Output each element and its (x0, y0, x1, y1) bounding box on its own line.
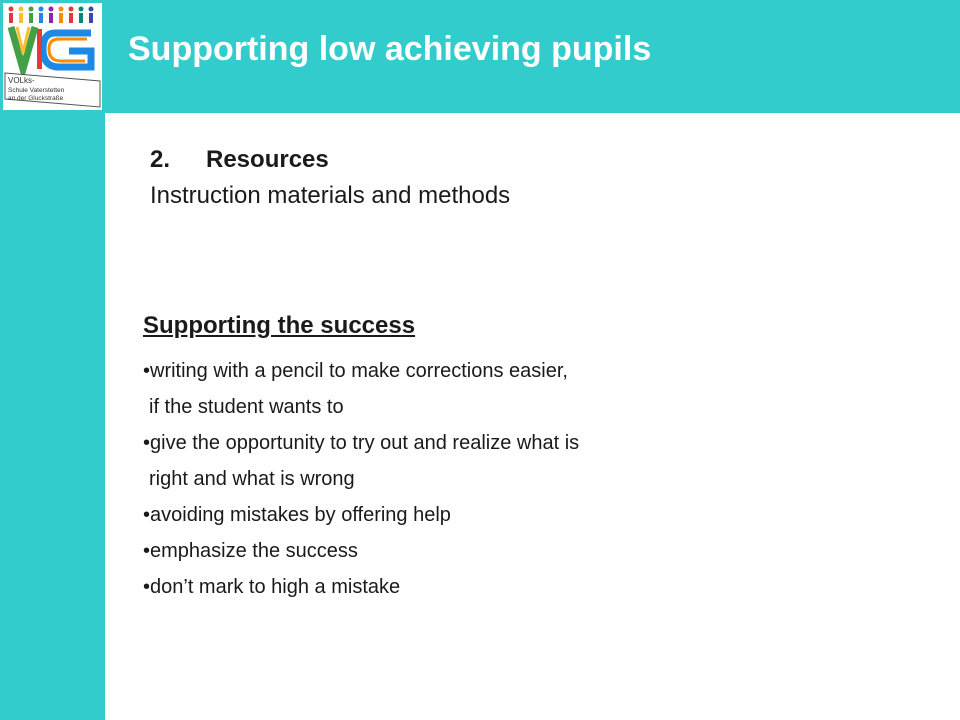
bullet-continuation: right and what is wrong (149, 468, 355, 490)
bullet-item: •give the opportunity to try out and realize what is (143, 432, 580, 454)
logo-line-2: Schule Vaterstetten (8, 87, 65, 94)
content-block (143, 309, 923, 605)
section-number: 2. (150, 146, 171, 173)
bullet-list (143, 353, 923, 605)
content-heading: Supporting the success (143, 312, 416, 339)
section-subtitle: Instruction materials and methods (150, 182, 511, 209)
bullet-continuation: if the student wants to (149, 396, 344, 418)
logo-line-3: an der Gluckstraße (8, 95, 64, 102)
vg-letters (11, 27, 91, 69)
bullet-item: •don’t mark to high a mistake (143, 576, 401, 598)
slide-title: Supporting low achieving pupils (128, 30, 652, 68)
bullet-item: •avoiding mistakes by offering help (143, 504, 451, 526)
children-figures (9, 7, 94, 24)
school-logo-icon (3, 3, 102, 110)
section-label: Resources (206, 146, 329, 173)
logo-banner (5, 73, 100, 107)
bullet-item: •emphasize the success (143, 540, 358, 562)
bullet-item: •writing with a pencil to make corrections easier, (143, 360, 568, 382)
logo-line-1: VOLks- (8, 76, 35, 85)
school-logo (3, 3, 102, 110)
section-heading (150, 145, 329, 175)
